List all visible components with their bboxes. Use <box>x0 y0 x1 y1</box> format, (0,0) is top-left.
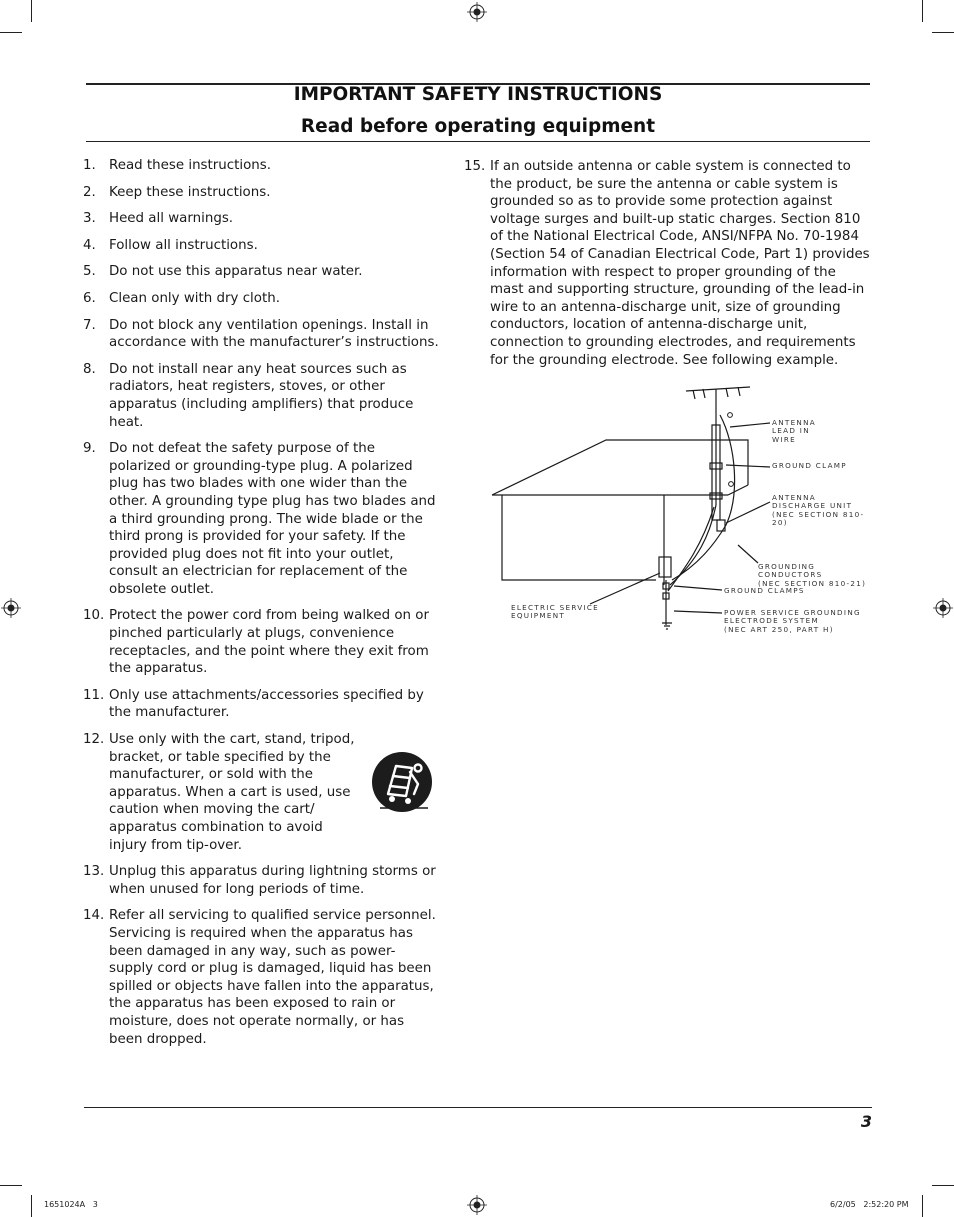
crop-mark <box>932 1185 954 1186</box>
instruction-item <box>83 607 439 677</box>
item-number: 7. <box>83 317 96 333</box>
item-text: Heed all warnings. <box>109 211 234 227</box>
item-text: Follow all instructions. <box>109 237 258 253</box>
item-number: 10. <box>83 608 105 624</box>
item-number: 11. <box>83 687 105 703</box>
label-antenna-discharge-unit: ANTENNA DISCHARGE UNIT (NEC SECTION 810-20) <box>772 493 865 528</box>
instruction-item <box>83 263 439 281</box>
header-bottom-rule <box>86 141 870 142</box>
item-number: 13. <box>83 864 105 880</box>
instructions-left-column <box>83 157 439 1057</box>
item-text: Use only with the cart, stand, tripod, bracket, or table specified by the manufacturer, or sold with the apparatus. When a cart is used, use caution when moving the cart/ apparatus combination to avoid injury from tip-over. <box>109 732 355 853</box>
instruction-item <box>83 157 439 175</box>
item-number: 8. <box>83 361 96 377</box>
label-power-service-grounding: POWER SERVICE GROUNDING ELECTRODE SYSTEM (NEC ART 250, PART H) <box>724 608 861 634</box>
item-text: Clean only with dry cloth. <box>109 290 280 306</box>
instruction-item <box>83 317 439 352</box>
item-number: 12. <box>83 732 105 748</box>
instruction-item <box>83 440 439 598</box>
page-title: IMPORTANT SAFETY INSTRUCTIONS <box>293 84 663 105</box>
instruction-item <box>464 158 872 369</box>
instruction-item <box>83 863 439 898</box>
instruction-item <box>83 687 439 722</box>
item-number: 5. <box>83 264 96 280</box>
label-ground-clamps: GROUND CLAMPS <box>724 586 805 595</box>
item-number: 4. <box>83 237 96 253</box>
item-text: Do not block any ventilation openings. Install in accordance with the manufacturer’s instructions. <box>109 317 439 351</box>
item-text: Protect the power cord from being walked on or pinched particularly at plugs, convenience receptacles, and the point where they exit from the apparatus. <box>109 608 429 677</box>
item-text: Refer all servicing to qualified service personnel. Servicing is required when the apparatus has been damaged in any way, such as power-supply cord or plug is damaged, liquid has been spilled or objects have fallen into the apparatus, the apparatus has been exposed to rain or moisture, does not operate normally, or has been dropped. <box>109 908 436 1047</box>
item-number: 9. <box>83 441 96 457</box>
registration-mark-icon <box>467 2 487 22</box>
crop-mark <box>922 1195 923 1217</box>
item-number: 3. <box>83 211 96 227</box>
item-number: 6. <box>83 290 96 306</box>
item-number: 2. <box>83 184 96 200</box>
item-text: Do not install near any heat sources such as radiators, heat registers, stoves, or other apparatus (including amplifiers) that produce heat. <box>109 361 414 430</box>
item-number: 14. <box>83 908 105 924</box>
crop-mark <box>932 32 954 33</box>
registration-mark-icon <box>933 598 953 618</box>
instruction-item <box>83 361 439 431</box>
item-number: 1. <box>83 158 96 173</box>
item-text: Only use attachments/accessories specified by the manufacturer. <box>109 687 424 721</box>
crop-mark <box>31 0 32 22</box>
item-text: Keep these instructions. <box>109 184 271 200</box>
page-subtitle: Read before operating equipment <box>300 116 656 137</box>
instruction-item <box>83 237 439 255</box>
registration-mark-icon <box>467 1195 487 1215</box>
instruction-item <box>83 184 439 202</box>
crop-mark <box>0 32 22 33</box>
crop-mark <box>922 0 923 22</box>
cart-tip-over-warning-icon <box>370 750 434 814</box>
print-job-id: 1651024A 3 <box>44 1200 98 1209</box>
crop-mark <box>31 1195 32 1217</box>
instruction-item <box>83 210 439 228</box>
instruction-item <box>83 290 439 308</box>
page-number: 3 <box>860 1112 872 1131</box>
label-ground-clamp: GROUND CLAMP <box>772 461 847 470</box>
crop-mark <box>0 1185 22 1186</box>
label-electric-service-equipment: ELECTRIC SERVICE EQUIPMENT <box>511 603 600 621</box>
label-grounding-conductors: GROUNDING CONDUCTORS (NEC SECTION 810-21) <box>758 562 867 588</box>
item-number: 15. <box>464 159 486 174</box>
instruction-item <box>83 907 439 1048</box>
item-text: Do not use this apparatus near water. <box>109 264 363 280</box>
instructions-right-column <box>464 158 872 378</box>
item-text: Read these instructions. <box>109 158 272 173</box>
registration-mark-icon <box>1 598 21 618</box>
item-text: Unplug this apparatus during lightning storms or when unused for long periods of time. <box>109 864 436 897</box>
antenna-grounding-diagram <box>488 385 878 640</box>
label-antenna-lead-in-wire: ANTENNA LEAD IN WIRE <box>772 418 816 444</box>
item-text: If an outside antenna or cable system is connected to the product, be sure the antenna or cable system is grounded so as to provide some protection against voltage surges and built-up static charges. Section 810 of the National Electrical Code, ANSI/NFPA No. 70-1984 (Section 54 of Canadian Electrical Code, Part 1) provides information with respect to proper grounding of the mast and supporting structure, grounding of the lead-in wire to an antenna-discharge unit, size of grounding conductors, location of antenna-discharge unit, connection to grounding electrodes, and requirements for the grounding electrode. See following example. <box>490 159 870 368</box>
item-text: Do not defeat the safety purpose of the polarized or grounding-type plug. A polarized plug has two blades with one wider than the other. A grounding type plug has two blades and a third grounding prong. The wide blade or the third prong is provided for your safety. If the provided plug does not fit into your outlet, consult an electrician for replacement of the obsolete outlet. <box>109 441 436 597</box>
print-timestamp: 6/2/05 2:52:20 PM <box>830 1200 909 1209</box>
footer-rule <box>84 1107 872 1108</box>
